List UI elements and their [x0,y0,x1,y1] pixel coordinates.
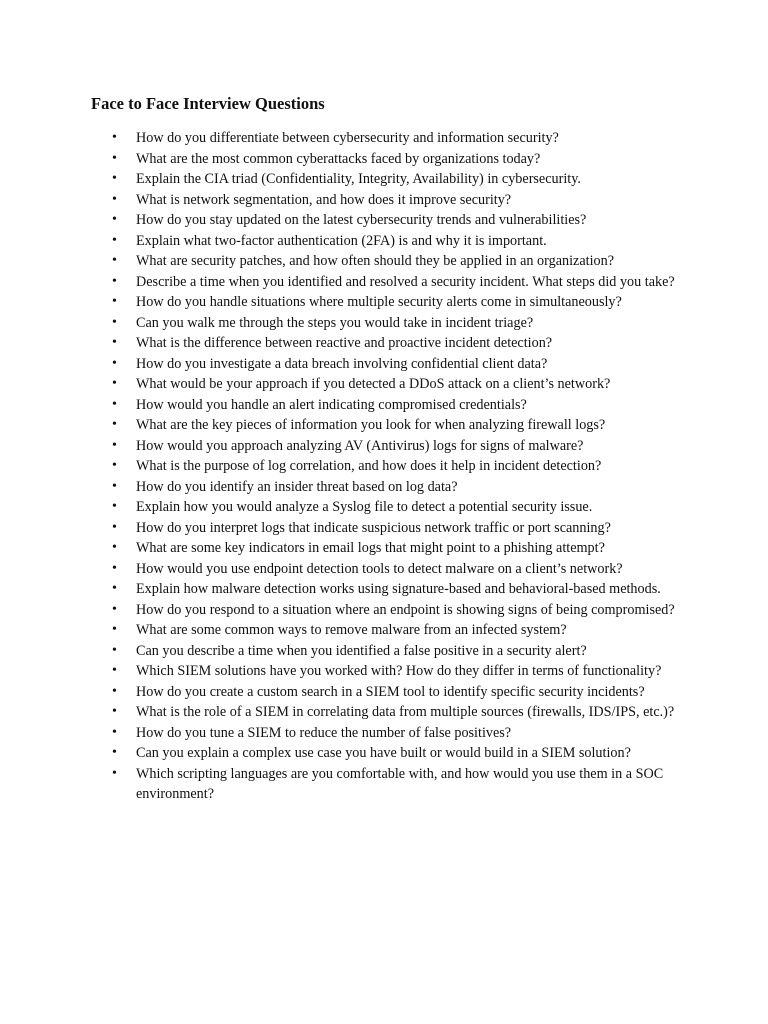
question-list [0,128,768,805]
question-text: How would you handle an alert indicating compromised credentials? [136,396,527,413]
question-text: Which scripting languages are you comfortable with, and how would you use them in a SOC environment? [136,765,664,802]
question-text: How do you tune a SIEM to reduce the number of false positives? [136,724,512,741]
bullet-icon: • [112,560,117,576]
list-item [0,579,680,600]
list-item [0,251,680,272]
bullet-icon: • [112,478,117,494]
question-text: Can you walk me through the steps you would take in incident triage? [136,314,534,331]
question-text: How do you respond to a situation where an endpoint is showing signs of being compromised? [136,601,675,618]
list-item [0,641,680,662]
bullet-icon: • [112,581,117,596]
question-text: How do you stay updated on the latest cybersecurity trends and vulnerabilities? [136,212,587,228]
question-text: Explain what two-factor authentication (2FA) is and why it is important. [136,232,547,249]
question-text: What is network segmentation, and how does it improve security? [136,191,512,208]
question-text: What is the role of a SIEM in correlating data from multiple sources (firewalls, IDS/IPS, etc.)? [136,704,675,720]
question-text: What are the most common cyberattacks faced by organizations today? [136,150,541,167]
question-text: Can you explain a complex use case you have built or would build in a SIEM solution? [136,745,631,761]
list-item [0,702,680,723]
list-item [0,333,680,354]
list-item [0,395,680,416]
bullet-icon: • [112,663,117,678]
bullet-icon: • [112,745,117,760]
bullet-icon: • [112,150,117,166]
page-title: Face to Face Interview Questions [91,94,325,113]
bullet-icon: • [112,724,117,740]
list-item [0,559,680,580]
question-text: How do you identify an insider threat based on log data? [136,478,458,495]
list-item [0,477,680,498]
bullet-icon: • [112,622,117,637]
question-text: Explain the CIA triad (Confidentiality, Integrity, Availability) in cybersecurity. [136,171,581,187]
list-item [0,723,680,744]
list-item [0,190,680,211]
list-item [0,436,680,457]
bullet-icon: • [112,171,117,186]
list-item [0,313,680,334]
bullet-icon: • [112,253,117,268]
list-item [0,764,680,805]
bullet-icon: • [112,499,117,514]
question-text: Which SIEM solutions have you worked with? How do they differ in terms of functionality? [136,663,662,679]
list-item [0,620,680,641]
bullet-icon: • [112,335,117,350]
list-item [0,149,680,170]
question-text: What are some common ways to remove malware from an infected system? [136,622,567,638]
bullet-icon: • [112,704,117,719]
question-text: What would be your approach if you detected a DDoS attack on a client’s network? [136,376,611,392]
question-text: Explain how malware detection works using signature-based and behavioral-based methods. [136,581,661,597]
question-text: What are some key indicators in email logs that might point to a phishing attempt? [136,540,605,556]
question-text: What is the purpose of log correlation, and how does it help in incident detection? [136,458,602,474]
bullet-icon: • [112,458,117,473]
bullet-icon: • [112,540,117,555]
list-item [0,169,680,190]
question-text: Describe a time when you identified and resolved a security incident. What steps did you take? [136,273,675,290]
list-item [0,682,680,703]
list-item [0,231,680,252]
list-item [0,292,680,313]
bullet-icon: • [112,355,117,371]
list-item [0,415,680,436]
bullet-icon: • [112,417,117,432]
bullet-icon: • [112,376,117,391]
list-item [0,128,680,149]
question-text: What are security patches, and how often should they be applied in an organization? [136,253,615,269]
list-item [0,538,680,559]
list-item [0,374,680,395]
bullet-icon: • [112,232,117,248]
bullet-icon: • [112,601,117,617]
list-item [0,210,680,231]
bullet-icon: • [112,396,117,412]
bullet-icon: • [112,191,117,207]
question-text: What is the difference between reactive and proactive incident detection? [136,335,553,351]
bullet-icon: • [112,519,117,535]
bullet-icon: • [112,273,117,289]
list-item [0,456,680,477]
bullet-icon: • [112,765,117,781]
list-item [0,600,680,621]
bullet-icon: • [112,683,117,699]
question-text: How would you use endpoint detection tools to detect malware on a client’s network? [136,560,623,577]
question-text: How do you handle situations where multiple security alerts come in simultaneously? [136,294,622,310]
list-item [0,354,680,375]
bullet-icon: • [112,437,117,453]
list-item [0,497,680,518]
question-text: Explain how you would analyze a Syslog file to detect a potential security issue. [136,499,593,515]
question-text: How would you approach analyzing AV (Antivirus) logs for signs of malware? [136,437,584,454]
bullet-icon: • [112,294,117,309]
bullet-icon: • [112,642,117,658]
question-text: How do you investigate a data breach involving confidential client data? [136,355,548,372]
list-item [0,518,680,539]
list-item [0,661,680,682]
bullet-icon: • [112,212,117,227]
bullet-icon: • [112,314,117,330]
list-item [0,743,680,764]
question-text: How do you create a custom search in a SIEM tool to identify specific security incidents? [136,683,645,700]
bullet-icon: • [112,130,117,145]
question-text: How do you differentiate between cybersecurity and information security? [136,130,559,146]
question-text: How do you interpret logs that indicate suspicious network traffic or port scanning? [136,519,611,536]
question-text: What are the key pieces of information you look for when analyzing firewall logs? [136,417,606,433]
question-text: Can you describe a time when you identified a false positive in a security alert? [136,642,587,659]
list-item [0,272,680,293]
